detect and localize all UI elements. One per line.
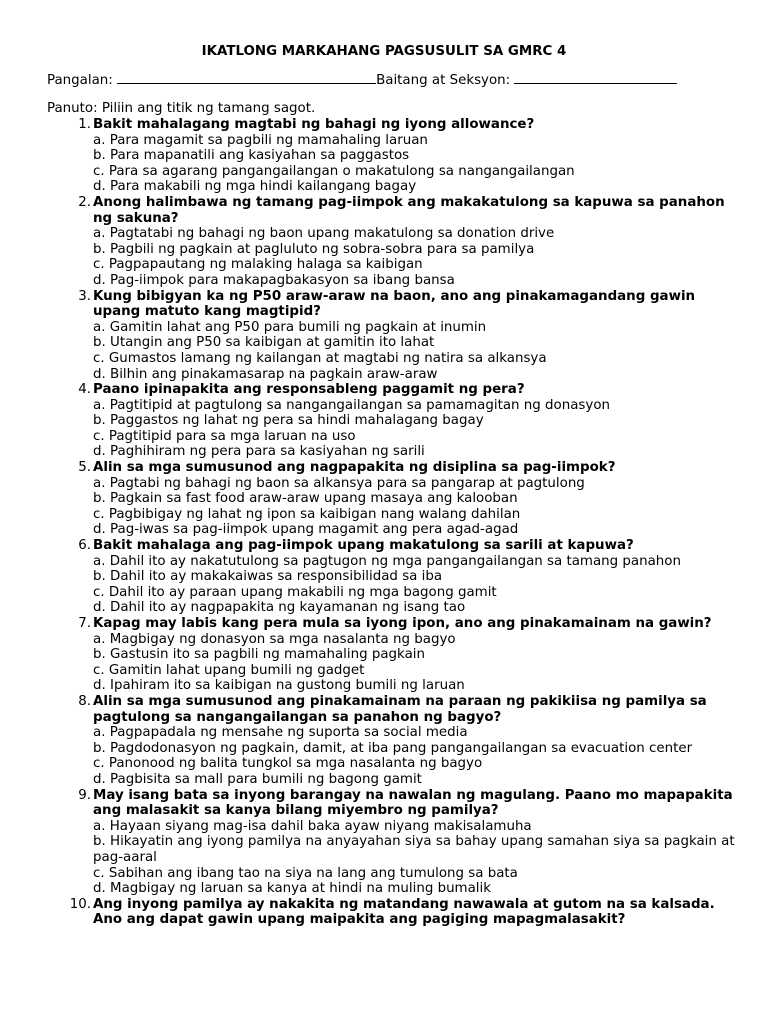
question-number: 1. [78, 117, 91, 132]
question-text: May isang bata sa inyong barangay na nawalan ng magulang. Paano mo mapapakita ang malasakit sa kanya bilang miyembro ng pamilya? [93, 787, 733, 819]
name-label: Pangalan: [47, 73, 113, 88]
question-item [47, 788, 737, 897]
answer-choice: a. Dahil ito ay nakatutulong sa pagtugon ng mga pangangailangan sa tamang panahon [93, 553, 681, 569]
question-number: 2. [78, 194, 91, 210]
answer-choice: d. Pag-iimpok para makapagbakasyon sa ibang bansa [93, 272, 455, 288]
question-item [47, 897, 737, 928]
section-blank[interactable] [514, 70, 677, 84]
answer-choice: b. Utangin ang P50 sa kaibigan at gamitin ito lahat [93, 335, 435, 351]
question-item [47, 195, 737, 289]
answer-choice: d. Bilhin ang pinakamasarap na pagkain araw-araw [93, 366, 438, 382]
answer-choice: c. Pagpapautang ng malaking halaga sa kaibigan [93, 257, 423, 273]
question-text: Anong halimbawa ng tamang pag-iimpok ang makakatulong sa kapuwa sa panahon ng sakuna? [93, 194, 725, 226]
question-text: Alin sa mga sumusunod ang nagpapakita ng disiplina sa pag-iimpok? [93, 460, 616, 476]
question-number: 7. [78, 616, 91, 631]
answer-choice: b. Dahil ito ay makakaiwas sa responsibilidad sa iba [93, 569, 443, 585]
instructions: Panuto: Piliin ang titik ng tamang sagot. [47, 101, 316, 116]
answer-choice: d. Magbigay ng laruan sa kanya at hindi na muling bumalik [93, 881, 492, 897]
answer-choice: c. Dahil ito ay paraan upang makabili ng mga bagong gamit [93, 584, 497, 600]
question-number: 3. [78, 288, 91, 304]
answer-choice: c. Para sa agarang pangangailangan o makatulong sa nangangailangan [93, 163, 575, 179]
question-item [47, 117, 737, 195]
question-item [47, 382, 737, 460]
answer-choice: d. Paghihiram ng pera para sa kasiyahan ng sarili [93, 444, 425, 460]
answer-choice: d. Pagbisita sa mall para bumili ng bagong gamit [93, 771, 422, 787]
answer-choice: c. Gumastos lamang ng kailangan at magtabi ng natira sa alkansya [93, 350, 547, 366]
answer-choice: d. Dahil ito ay nagpapakita ng kayamanan ng isang tao [93, 600, 466, 616]
question-item [47, 289, 737, 383]
question-item [47, 616, 737, 694]
answer-choice: b. Pagkain sa fast food araw-araw upang masaya ang kalooban [93, 491, 518, 507]
answer-choice: a. Pagtitipid at pagtulong sa nangangailangan sa pamamagitan ng donasyon [93, 397, 610, 413]
answer-choice: b. Paggastos ng lahat ng pera sa hindi mahalagang bagay [93, 413, 484, 429]
answer-choice: b. Gastusin ito sa pagbili ng mamahaling pagkain [93, 647, 425, 663]
answer-choice: c. Pagbibigay ng lahat ng ipon sa kaibigan nang walang dahilan [93, 506, 521, 522]
name-blank[interactable] [117, 70, 376, 84]
question-text: Ang inyong pamilya ay nakakita ng matandang nawawala at gutom na sa kalsada. Ano ang dapat gawin upang maipakita ang pagiging mapagmalasakit? [93, 896, 715, 928]
answer-choice: c. Sabihan ang ibang tao na siya na lang ang tumulong sa bata [93, 865, 518, 881]
answer-choice: c. Gamitin lahat upang bumili ng gadget [93, 662, 365, 678]
answer-choice: c. Pagtitipid para sa mga laruan na uso [93, 428, 356, 444]
question-number: 4. [78, 382, 91, 398]
question-text: Kapag may labis kang pera mula sa iyong ipon, ano ang pinakamainam na gawin? [93, 616, 712, 631]
page-title: IKATLONG MARKAHANG PAGSUSULIT SA GMRC 4 [201, 44, 567, 59]
answer-choice: a. Pagpapadala ng mensahe ng suporta sa social media [93, 725, 468, 741]
question-number: 10. [69, 896, 91, 912]
question-item [47, 538, 737, 616]
answer-choice: c. Panonood ng balita tungkol sa mga nasalanta ng bagyo [93, 756, 483, 772]
question-number: 5. [78, 460, 91, 476]
answer-choice: b. Pagbili ng pagkain at pagluluto ng sobra-sobra para sa pamilya [93, 241, 535, 257]
answer-choice: d. Ipahiram ito sa kaibigan na gustong bumili ng laruan [93, 678, 465, 694]
question-number: 8. [78, 693, 91, 709]
answer-choice: a. Hayaan siyang mag-isa dahil baka ayaw niyang makisalamuha [93, 818, 532, 834]
answer-choice: b. Pagdodonasyon ng pagkain, damit, at iba pang pangangailangan sa evacuation center [93, 740, 693, 756]
answer-choice: b. Para mapanatili ang kasiyahan sa paggastos [93, 148, 410, 164]
section-label: Baitang at Seksyon: [376, 73, 511, 88]
question-text: Bakit mahalagang magtabi ng bahagi ng iyong allowance? [93, 117, 535, 132]
question-item [47, 460, 737, 538]
question-number: 9. [78, 787, 91, 803]
answer-choice: b. Hikayatin ang iyong pamilya na anyayahan siya sa bahay upang samahan siya sa pagkain at pag-aaral [93, 834, 735, 865]
answer-choice: d. Para makabili ng mga hindi kailangang bagay [93, 179, 417, 195]
question-text: Alin sa mga sumusunod ang pinakamainam na paraan ng pakikiisa ng pamilya sa pagtulong sa nangangailangan sa panahon ng bagyo? [93, 693, 707, 725]
answer-choice: a. Para magamit sa pagbili ng mamahaling laruan [93, 132, 428, 148]
answer-choice: a. Gamitin lahat ang P50 para bumili ng pagkain at inumin [93, 319, 487, 335]
question-item [47, 694, 737, 788]
question-text: Paano ipinapakita ang responsableng paggamit ng pera? [93, 382, 525, 398]
answer-choice: d. Pag-iwas sa pag-iimpok upang magamit ang pera agad-agad [93, 522, 519, 538]
answer-choice: a. Pagtatabi ng bahagi ng baon upang makatulong sa donation drive [93, 226, 555, 242]
question-text: Kung bibigyan ka ng P50 araw-araw na baon, ano ang pinakamagandang gawin upang matuto kang magtipid? [93, 288, 696, 320]
question-text: Bakit mahalaga ang pag-iimpok upang makatulong sa sarili at kapuwa? [93, 538, 634, 554]
question-number: 6. [78, 538, 91, 554]
question-list [47, 117, 737, 928]
answer-choice: a. Magbigay ng donasyon sa mga nasalanta ng bagyo [93, 631, 456, 647]
answer-choice: a. Pagtabi ng bahagi ng baon sa alkansya para sa pangarap at pagtulong [93, 475, 585, 491]
name-section-line [47, 70, 677, 89]
